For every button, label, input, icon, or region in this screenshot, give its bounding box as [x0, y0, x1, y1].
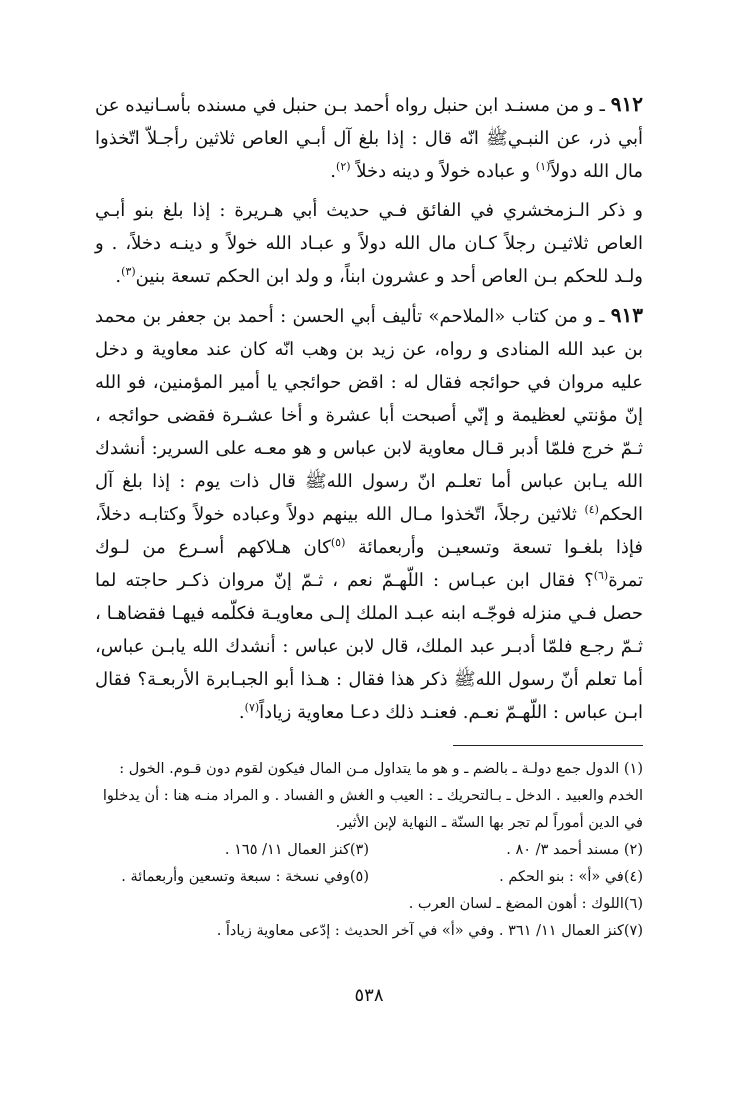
footnote-row [95, 864, 643, 891]
footnote-ref: (٤) [584, 503, 599, 516]
paragraph-text: ؟ فقال ابن عبـاس : اللّهـمّ نعم ، ثـمّ إنّ مروان ذكـر حاجته لما حصل فـي منزله فوجّـه ابنه عبـد الملك إلـى معاويـة فكلّمه فيهـا فقضاهـا ، ثـمّ رجـع فلمّا أدبـر عبد الملك، قال لابن عباس : أنشدك الله يابـن عباس، أما تعلم أنّ رسول اللهﷺ ذكر هذا فقال : هـذا أبو الجبـابرة الأربعـة؟ فقال ابـن عباس : اللّهـمّ نعـم. فعنـد ذلك دعـا معاوية زياداً [95, 570, 643, 723]
footnote-ref: (٥) [330, 536, 346, 549]
footnote-4: (٤)في «أ» : بنو الحكم . [499, 869, 643, 885]
footnote-1: (١) الدول جمع دولـة ـ بالضم ـ و هو ما يتداول مـن المال فيكون لقوم دون قـوم. الخول : الخدم والعبيد . الدخل ـ بـالتحريك ـ : العيب و الغش و الفساد . و المراد منـه هنا : أن يدخلوا في الدين أموراً لم تجر بها السنّة ـ النهاية لإبن الأثير. [102, 761, 643, 831]
hadith-number: ٩١٣ [610, 303, 643, 327]
footnote-3: (٣)كنز العمال ١١/ ١٦٥ . [224, 842, 369, 858]
paragraph-text: . [238, 702, 245, 723]
footnote-ref: (١) [535, 160, 551, 173]
paragraph-text: ثلاثين رجلاً، اتّخذوا مـال الله بينهم دولاً وعباده خولاً وكتابـه دخلاً، فإذا بلغـوا تسعة وتسعيـن وأربعمائة [95, 504, 644, 558]
paragraph-text: و عباده خولاً و دينه دخلاً [350, 161, 536, 182]
paragraph-text: . [115, 266, 122, 287]
paragraph-text: ـ و من مسنـد ابن حنبل رواه أحمد بـن حنبل في مسنده بأسـانيده عن أبي ذر، عن النبـيﷺ انّه قال : إذا بلغ آل أبـي العاص ثلاثين رأجـلاّ اتّخذوا مال الله دولاً [95, 95, 643, 182]
footnote-divider [453, 745, 643, 746]
paragraph-text: ـ و من كتاب «الملاحم» تأليف أبي الحسن : أحمد بن جعفر بن محمد بن عبد الله المنادى و رواه، عن زيد بن وهب انّه كان عند معاوية و دخل عليه مروان في حوائجه فقال له : اقض حوائجي يا أمير المؤمنين، فو الله إنّ مؤنتي لعظيمة و إنّي أصبحت أبا عشرة و أخا عشـرة فقضى حوائجه ، ثـمّ خرج فلمّا أدبر قـال معاوية لابن عباس و هو معـه على السرير: أنشدك الله يـابن عباس أما تعلـم انّ رسول اللهﷺ قال ذات يوم : إذا بلغ آل الحكم [95, 306, 643, 525]
hadith-number: ٩١٢ [610, 92, 643, 116]
footnote-ref: (٣) [121, 265, 136, 278]
footnote-ref: (٧) [244, 701, 260, 714]
paragraph-text: . [330, 161, 337, 182]
hadith-912 [95, 88, 643, 188]
footnote-row [95, 837, 643, 864]
footnote-ref: (٦) [593, 569, 609, 582]
footnote-6: (٦)اللوك : أهون المضغ ـ لسان العرب . [408, 896, 643, 912]
footnote-2: (٢) مسند أحمد ٣/ ٨٠ . [506, 842, 643, 858]
hadith-913 [95, 299, 643, 729]
footnote-5: (٥)وفي نسخة : سبعة وتسعين وأربعمائة . [121, 869, 369, 885]
footnote-ref: (٢) [336, 160, 351, 173]
paragraph-text: كان هـلاكهم أسـرع من لـوك تمرة [95, 537, 643, 591]
footnote-7: (٧)كنز العمال ١١/ ٣٦١ . وفي «أ» في آخر الحديث : إدّعى معاوية زياداً . [216, 923, 643, 939]
main-text [95, 88, 643, 735]
paragraph-text: و ذكر الـزمخشري في الفائق فـي حديث أبي هـريرة : إذا بلغ بنو أبـي العاص ثلاثيـن رجلاً كـان مال الله دولاً و عبـاد الله خولاً و دينـه دخلاً، . و ولـد للحكم بـن العاص أحد و عشرون ابناً، و ولد ابن الحكم تسعة بنين [95, 200, 643, 287]
page-number: ٥٣٨ [354, 985, 384, 1006]
zamakhshari-paragraph [95, 194, 643, 293]
footnotes [95, 756, 643, 945]
